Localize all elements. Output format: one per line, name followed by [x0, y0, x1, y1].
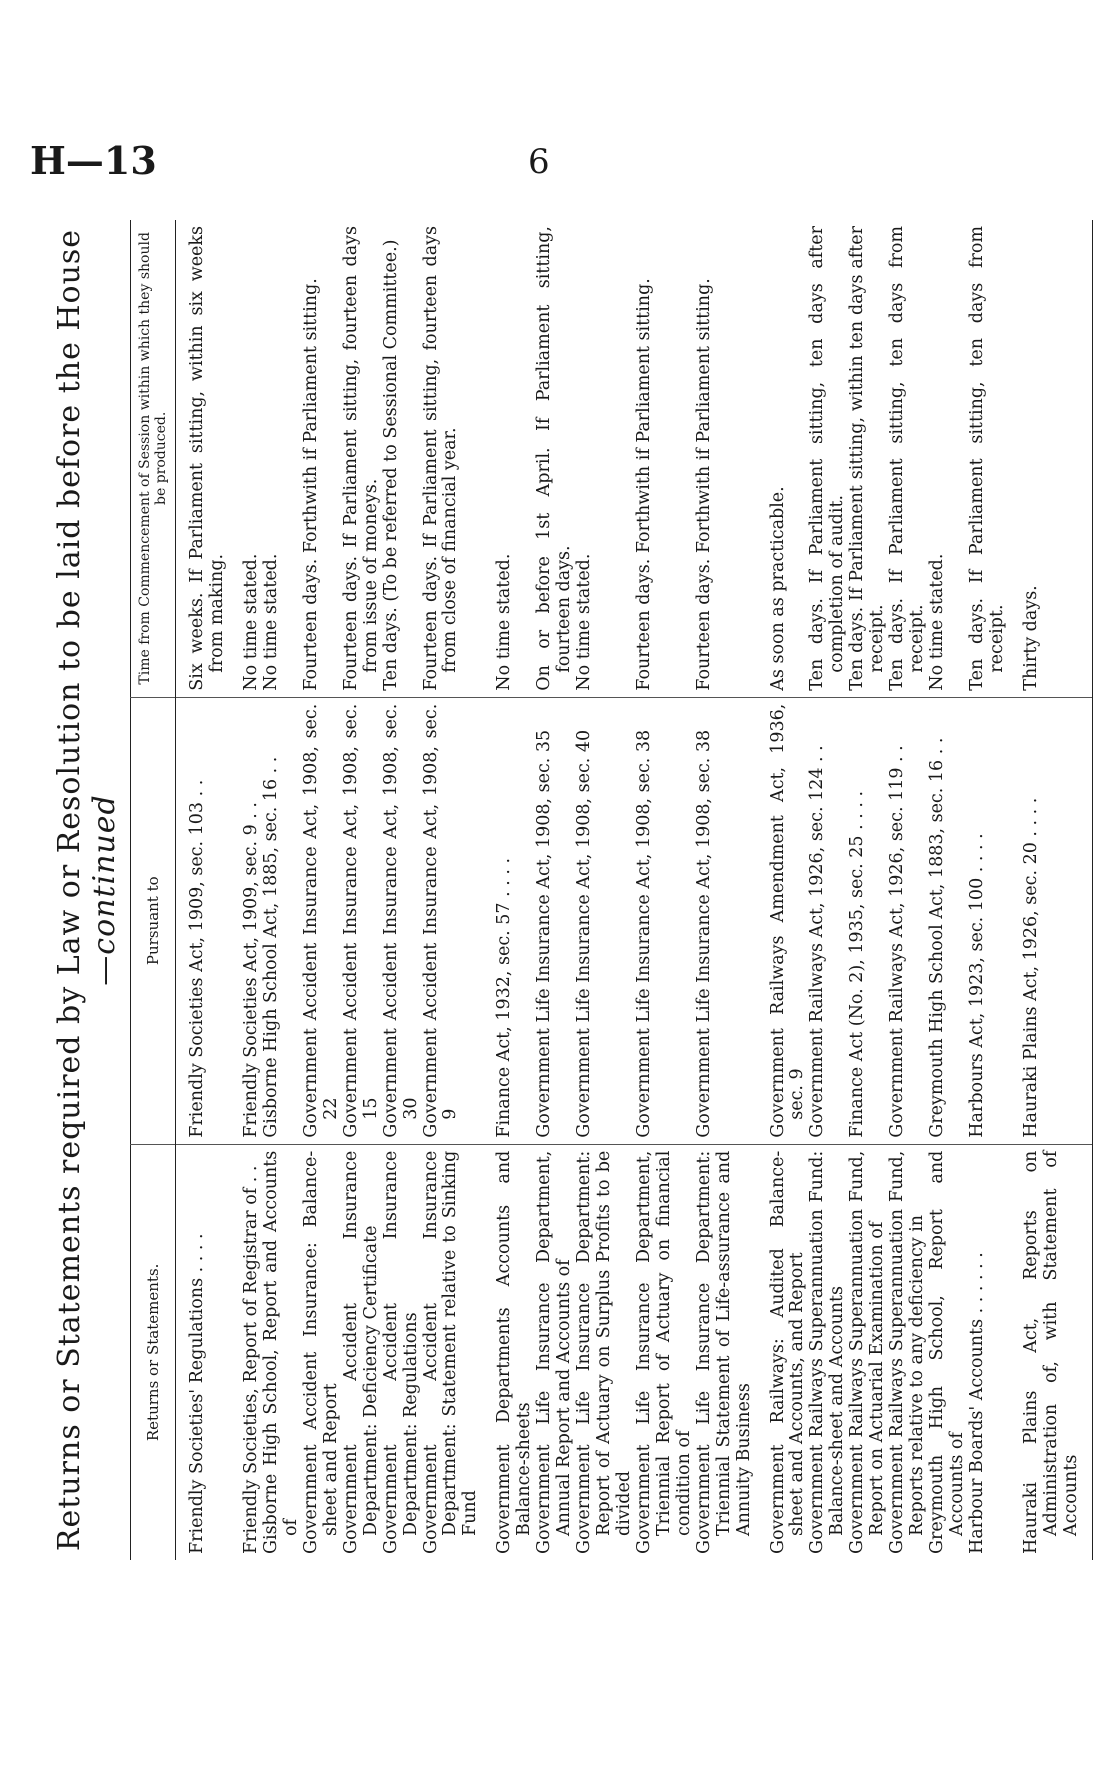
returns-cell-text: Government Accident Insurance Department: Deficiency Certificate — [340, 1150, 381, 1554]
returns-cell — [888, 1144, 928, 1560]
returns-cell — [635, 1144, 695, 1560]
pursuant-cell-text: Government Life Insurance Act, 1908, sec. 38 — [693, 729, 714, 1138]
time-cell-text: No time stated. — [494, 553, 515, 691]
pursuant-cell-text: Government Accident Insurance Act, 1908, sec. 30 — [380, 703, 421, 1138]
table-row — [228, 220, 262, 1560]
returns-cell — [1008, 1144, 1092, 1560]
pursuant-cell — [422, 697, 482, 1144]
returns-cell — [342, 1144, 382, 1560]
returns-cell — [382, 1144, 422, 1560]
pursuant-cell-text: Government Life Insurance Act, 1908, sec. 38 — [633, 729, 654, 1138]
time-cell — [302, 220, 342, 697]
table-row — [635, 220, 695, 1560]
pursuant-cell-text: Hauraki Plains Act, 1926, sec. 20 . . . . — [1020, 797, 1041, 1138]
returns-cell-text: Friendly Societies, Report of Registrar of . . — [241, 1165, 262, 1554]
pursuant-cell — [481, 697, 535, 1144]
time-cell — [808, 220, 848, 697]
column-header-time: Time from Commencement of Session within which they should be produced. — [131, 220, 176, 697]
time-cell — [1008, 220, 1092, 697]
time-cell — [228, 220, 262, 697]
returns-cell — [968, 1144, 1008, 1560]
time-cell-text: Ten days. If Parliament sitting, ten days after completion of audit. — [807, 226, 848, 691]
pursuant-cell-text: Government Accident Insurance Act, 1908, sec. 22 — [300, 703, 341, 1138]
pursuant-cell-text: Government Railways Amendment Act, 1936, sec. 9 — [767, 703, 808, 1138]
time-cell-text: No time stated. — [927, 553, 947, 691]
table-row — [888, 220, 928, 1560]
pursuant-cell — [228, 697, 262, 1144]
time-cell-text: Fourteen days. If Parliament sitting, fourteen days from issue of moneys. — [340, 226, 381, 691]
table-title — [52, 220, 122, 1560]
document-reference: H—13 — [30, 138, 157, 183]
table-row — [968, 220, 1008, 1560]
table-title-main: Returns or Statements required by Law or Resolution to be laid before the House— — [52, 228, 122, 1552]
returns-cell-text: Greymouth High School, Report and Accounts of — [927, 1150, 967, 1554]
returns-cell — [262, 1144, 302, 1560]
table-row — [535, 220, 575, 1560]
rotated-page — [52, 220, 1081, 1560]
pursuant-cell — [535, 697, 575, 1144]
returns-cell — [928, 1144, 968, 1560]
table-row — [262, 220, 302, 1560]
pursuant-cell-text: Finance Act (No. 2), 1935, sec. 25 . . . . — [847, 790, 868, 1138]
time-cell — [755, 220, 809, 697]
returns-cell-text: Government Railways Superannuation Fund, Report on Actuarial Examination of — [847, 1150, 888, 1554]
time-cell — [342, 220, 382, 697]
time-cell — [176, 220, 228, 697]
returns-cell — [535, 1144, 575, 1560]
time-cell — [695, 220, 755, 697]
pursuant-cell — [695, 697, 755, 1144]
returns-cell-text: Harbour Boards' Accounts . . . . . . — [966, 1252, 987, 1554]
returns-cell — [422, 1144, 482, 1560]
column-header-pursuant: Pursuant to — [131, 697, 176, 1144]
time-cell-text: Six weeks. If Parliament sitting, within six weeks from making. — [187, 226, 228, 691]
pursuant-cell — [575, 697, 635, 1144]
table-row — [342, 220, 382, 1560]
time-cell — [575, 220, 635, 697]
returns-cell — [481, 1144, 535, 1560]
table-row — [422, 220, 482, 1560]
returns-cell-text: Gisborne High School, Report and Accounts of — [261, 1150, 301, 1554]
returns-cell — [808, 1144, 848, 1560]
table-row — [481, 220, 535, 1560]
pursuant-cell-text: Government Accident Insurance Act, 1908, sec. 9 — [420, 703, 461, 1138]
returns-cell — [575, 1144, 635, 1560]
time-cell-text: As soon as practicable. — [767, 486, 788, 691]
table-row — [755, 220, 809, 1560]
pursuant-cell-text: Friendly Societies Act, 1909, sec. 103 . . — [187, 779, 208, 1138]
time-cell-text: On or before 1st April. If Parliament sitting, fourteen days. — [534, 226, 575, 691]
time-cell-text: Ten days. If Parliament sitting, ten days from receipt. — [887, 226, 928, 691]
time-cell — [848, 220, 888, 697]
returns-cell — [176, 1144, 228, 1560]
pursuant-cell — [888, 697, 928, 1144]
time-cell-text: Ten days. (To be referred to Sessional Committee.) — [380, 239, 401, 691]
returns-cell-text: Government Railways Superannuation Fund: Balance-sheet and Accounts — [807, 1150, 848, 1554]
time-cell — [422, 220, 482, 697]
table-row — [1008, 220, 1092, 1560]
returns-cell — [302, 1144, 342, 1560]
returns-cell-text: Government Departments Accounts and Balance-sheets — [494, 1150, 535, 1554]
pursuant-cell-text: Government Life Insurance Act, 1908, sec. 40 — [574, 729, 595, 1138]
table-header-row — [131, 220, 176, 1560]
pursuant-cell — [968, 697, 1008, 1144]
pursuant-cell-text: Friendly Societies Act, 1909, sec. 9 . . — [241, 802, 262, 1138]
returns-cell-text: Government Railways: Audited Balance-sheet and Accounts, and Report — [767, 1150, 808, 1554]
returns-cell-text: Government Life Insurance Department: Triennial Statement of Life-assurance and Annuity Business — [693, 1150, 754, 1554]
returns-cell-text: Government Accident Insurance Department: Statement relative to Sinking Fund — [420, 1150, 481, 1554]
table-row — [575, 220, 635, 1560]
returns-cell — [755, 1144, 809, 1560]
time-cell — [968, 220, 1008, 697]
table-row — [176, 220, 228, 1560]
pursuant-cell — [755, 697, 809, 1144]
returns-cell-text: Government Railways Superannuation Fund, Reports relative to any deficiency in — [887, 1150, 928, 1554]
pursuant-cell-text: Greymouth High School Act, 1883, sec. 16 . . — [927, 737, 947, 1138]
returns-cell — [228, 1144, 262, 1560]
returns-cell-text: Government Life Insurance Department: Report of Actuary on Surplus Profits to be divided — [574, 1150, 634, 1554]
pursuant-cell-text: Government Railways Act, 1926, sec. 119 . . — [887, 745, 908, 1138]
pursuant-cell — [302, 697, 342, 1144]
table-row — [848, 220, 888, 1560]
time-cell-text: No time stated. — [241, 553, 262, 691]
returns-cell-text: Government Life Insurance Department, Triennial Report of Actuary on financial condition of — [633, 1150, 694, 1554]
time-cell — [262, 220, 302, 697]
time-cell — [928, 220, 968, 697]
time-cell-text: Fourteen days. Forthwith if Parliament sitting. — [300, 278, 321, 691]
table-row — [302, 220, 342, 1560]
pursuant-cell — [176, 697, 228, 1144]
pursuant-cell-text: Government Accident Insurance Act, 1908, sec. 15 — [340, 703, 381, 1138]
pursuant-cell-text: Government Life Insurance Act, 1908, sec. 35 — [534, 729, 555, 1138]
column-header-returns: Returns or Statements. — [131, 1144, 176, 1560]
time-cell-text: Ten days. If Parliament sitting, ten days from receipt. — [966, 226, 1007, 691]
returns-cell — [848, 1144, 888, 1560]
returns-cell-text: Government Life Insurance Department, Annual Report and Accounts of — [534, 1150, 575, 1554]
time-cell — [635, 220, 695, 697]
pursuant-cell — [262, 697, 302, 1144]
table-row — [928, 220, 968, 1560]
pursuant-cell-text: Gisborne High School Act, 1885, sec. 16 . . — [261, 756, 281, 1138]
returns-cell-text: Hauraki Plains Act, Reports on Administration of, with Statement of Accounts — [1020, 1150, 1081, 1554]
table-row — [382, 220, 422, 1560]
time-cell-text: No time stated. — [574, 553, 595, 691]
table-row — [808, 220, 848, 1560]
pursuant-cell — [808, 697, 848, 1144]
time-cell — [888, 220, 928, 697]
pursuant-cell-text: Harbours Act, 1923, sec. 100 . . . . — [966, 833, 987, 1138]
time-cell-text: Ten days. If Parliament sitting, within ten days after receipt. — [847, 226, 888, 691]
pursuant-cell — [1008, 697, 1092, 1144]
time-cell-text: Fourteen days. Forthwith if Parliament sitting. — [693, 278, 714, 691]
pursuant-cell — [382, 697, 422, 1144]
page-number: 6 — [528, 142, 550, 182]
time-cell — [535, 220, 575, 697]
time-cell — [481, 220, 535, 697]
time-cell-text: Thirty days. — [1020, 585, 1041, 691]
returns-cell — [695, 1144, 755, 1560]
pursuant-cell — [848, 697, 888, 1144]
pursuant-cell — [635, 697, 695, 1144]
table-body — [176, 220, 1092, 1560]
returns-cell-text: Government Accident Insurance: Balance-sheet and Report — [300, 1150, 341, 1554]
returns-table — [130, 220, 1093, 1560]
returns-cell-text: Government Accident Insurance Department: Regulations — [380, 1150, 421, 1554]
pursuant-cell-text: Finance Act, 1932, sec. 57 . . . . — [494, 857, 515, 1138]
time-cell-text: Fourteen days. If Parliament sitting, fourteen days from close of financial year. — [420, 226, 461, 691]
time-cell-text: No time stated. — [261, 553, 281, 691]
pursuant-cell — [928, 697, 968, 1144]
table-row — [695, 220, 755, 1560]
time-cell — [382, 220, 422, 697]
pursuant-cell — [342, 697, 382, 1144]
time-cell-text: Fourteen days. Forthwith if Parliament sitting. — [633, 278, 654, 691]
pursuant-cell-text: Government Railways Act, 1926, sec. 124 . . — [807, 745, 828, 1138]
table-title-continued: continued — [87, 794, 122, 955]
returns-cell-text: Friendly Societies' Regulations . . . . — [187, 1233, 208, 1554]
